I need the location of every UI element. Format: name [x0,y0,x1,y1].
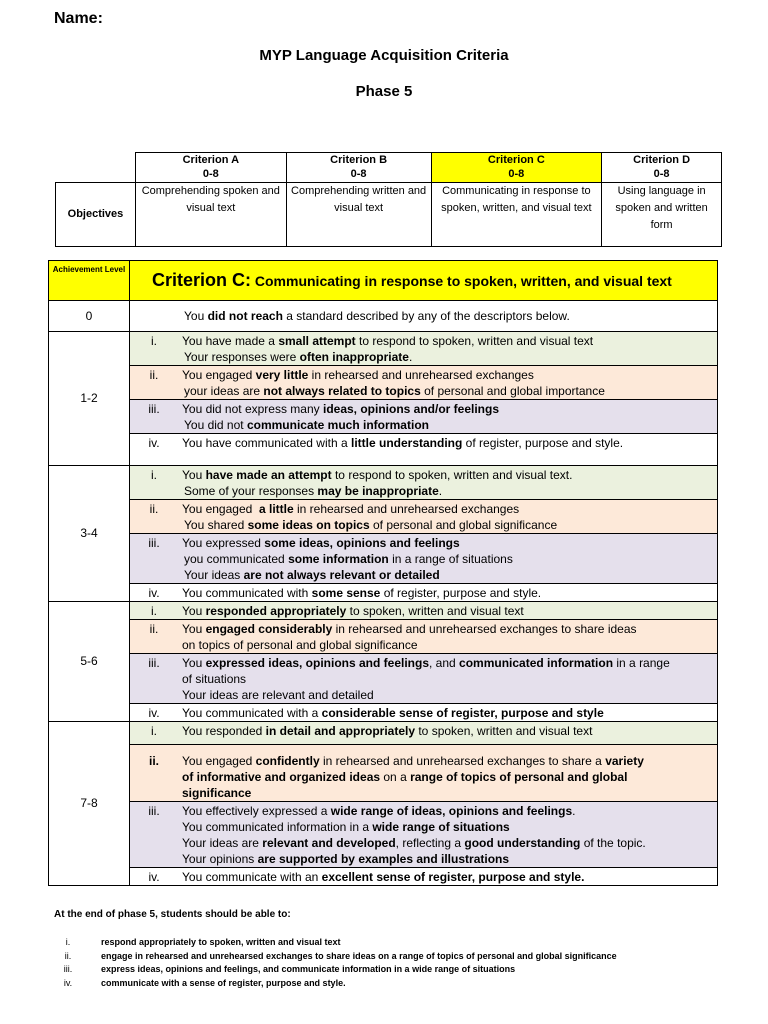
descriptor: You responded appropriately to spoken, written and visual text [178,602,717,620]
level-7-8: 7-8 [49,721,130,886]
footer-intro: At the end of phase 5, students should be able to: [54,909,291,920]
descriptor: You engaged confidently in rehearsed and unrehearsed exchanges to share a variety of informative and organized ideas on a range of topics of personal and global significance [178,745,717,802]
descriptor: You responded in detail and appropriately to spoken, written and visual text [178,722,717,745]
descriptor: You communicated with a considerable sense of register, purpose and style [182,705,604,720]
numeral: iv. [148,705,160,720]
page-title: MYP Language Acquisition Criteria [259,47,509,64]
numeral: iii. [130,802,178,868]
descriptor: You did not express many ideas, opinions and/or feelings You did not communicate much information [178,400,717,434]
numeral: iv. [148,870,160,884]
numeral: i. [130,466,178,500]
list-item: iv. communicate with a sense of register, purpose and style. [63,977,346,988]
list-item: i. respond appropriately to spoken, written and visual text [65,937,341,947]
level-7-8-descriptors [130,721,718,886]
descriptor: You engaged a little in rehearsed and unrehearsed exchanges You shared some ideas on topics of personal and global significance [178,499,717,533]
descriptor: You expressed ideas, opinions and feelings, and communicated information in a range of situations Your ideas are relevant and detailed [178,653,717,703]
numeral: ii. [130,745,178,802]
list-item: iii. express ideas, opinions and feelings, and communicate information in a wide range of situations [63,964,516,974]
criterion-d-header: Criterion D 0-8 [602,153,722,183]
numeral: ii. [130,366,178,400]
descriptor: You effectively expressed a wide range of ideas, opinions and feelings. You communicated information in a wide range of situations Your ideas are relevant and developed, reflecting a good understanding of the topic. Your opinions are supported by examples and illustrations [178,802,717,868]
level-1-2: 1-2 [49,332,130,466]
descriptor: You communicated with some sense of register, purpose and style. [182,585,542,600]
descriptor: You communicate with an excellent sense of register, purpose and style. [182,870,585,884]
criterion-a-header: Criterion A 0-8 [135,153,286,183]
level-5-6: 5-6 [49,601,130,721]
numeral: i. [130,602,178,620]
descriptor: You expressed some ideas, opinions and feelings you communicated some information in a range of situations Your ideas are not always relevant or detailed [178,533,717,583]
list-item: ii. engage in rehearsed and unrehearsed exchanges to share ideas on a range of topics of personal and global significance [64,950,617,961]
level-5-6-descriptors [130,601,718,721]
achievement-level-header: Achievement Level [49,261,130,301]
objectives-row-label: Objectives [56,183,136,247]
criterion-c-header: Criterion C 0-8 [431,153,602,183]
numeral: ii. [130,499,178,533]
numeral: i. [130,722,178,745]
empty-corner-cell [56,153,136,183]
numeral: iv. [148,585,160,600]
descriptor: You have communicated with a little understanding of register, purpose and style. [182,436,624,450]
descriptor: You engaged considerably in rehearsed and unrehearsed exchanges to share ideas on topics of personal and global significance [178,619,717,653]
rubric-table [48,260,718,886]
numeral: i. [130,332,178,366]
criterion-b-header: Criterion B 0-8 [286,153,431,183]
level-3-4: 3-4 [49,465,130,601]
footer-list [54,936,617,990]
criterion-c-desc: Communicating in response to spoken, written, and visual text [431,183,602,247]
descriptor: You have made a small attempt to respond to spoken, written and visual text Your responses were often inappropriate. [178,332,717,366]
level-1-2-descriptors [130,332,718,466]
rubric-title: Criterion C: Communicating in response to spoken, written, and visual text [130,261,718,301]
objectives-table [55,152,722,247]
level-0-desc: You did not reach a standard described by any of the descriptors below. [130,301,718,332]
level-0: 0 [49,301,130,332]
numeral: iii. [130,533,178,583]
numeral: iii. [130,653,178,703]
numeral: ii. [130,619,178,653]
descriptor: You have made an attempt to respond to spoken, written and visual text. Some of your responses may be inappropriate. [178,466,717,500]
criterion-b-desc: Comprehending written and visual text [286,183,431,247]
criterion-d-desc: Using language in spoken and written form [602,183,722,247]
name-label: Name: [54,10,103,27]
numeral: iv. [148,436,160,450]
descriptor: You engaged very little in rehearsed and unrehearsed exchanges your ideas are not always related to topics of personal and global importance [178,366,717,400]
numeral: iii. [130,400,178,434]
level-3-4-descriptors [130,465,718,601]
phase-title: Phase 5 [355,83,413,100]
criterion-a-desc: Comprehending spoken and visual text [135,183,286,247]
